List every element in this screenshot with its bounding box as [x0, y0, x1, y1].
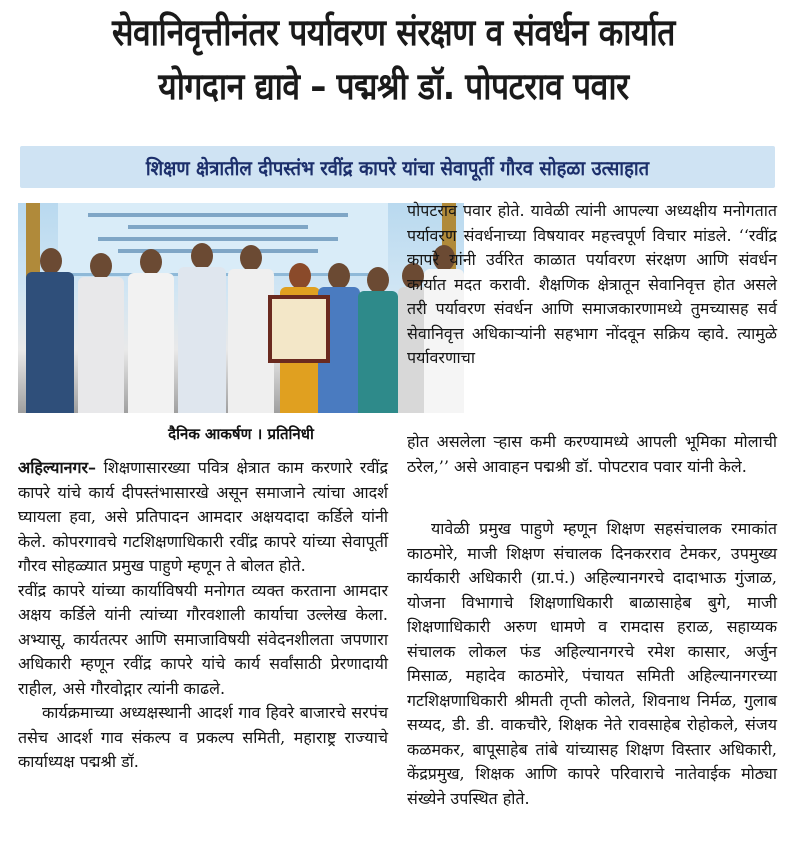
right-column-bottom: यावेळी प्रमुख पाहुणे म्हणून शिक्षण सहसंचालक रमाकांत काठमोरे, माजी शिक्षण संचालक दिनकरराव टेमकर, उपमुख्य कार्यकारी अधिकारी (ग्रा.पं.) अहिल्यानगरचे दादाभाऊ गुंजाळ, योजना विभागाचे शिक्षणाधिकारी बाळासाहेब बुगे, माजी शिक्षणाधिकारी अरुण धामणे व रामदास हराळ, सहाय्यक संचालक लोकल फंड अहिल्यानगरचे रमेश कासार, अर्जुन मिसाळ, महादेव काठमोरे, पंचायत समिती अहिल्यानगरच्या गटशिक्षणाधिकारी श्रीमती तृप्ती कोलते, शिवनाथ निर्मळ, गुलाब सय्यद, डी. डी. वाकचौरे, शिक्षक नेते रावसाहेब रोहोकले, संजय कळमकर, बापूसाहेब तांबे यांच्यासह शिक्षण विस्तार अधिकारी, केंद्रप्रमुख, शिक्षक आणि कापरे परिवाराचे नातेवाईक मोठ्या संख्येने उपस्थित होते. [407, 519, 777, 808]
photo-caption: दैनिक आकर्षण । प्रतिनिधी [168, 425, 314, 443]
left-column [18, 456, 388, 775]
event-photo [18, 203, 464, 413]
dateline: अहिल्यानगर– [18, 458, 97, 477]
felicitation-frame [268, 295, 330, 363]
headline [55, 6, 732, 114]
subheadline: शिक्षण क्षेत्रातील दीपस्तंभ रवींद्र कापरे यांचा सेवापूर्ती गौरव सोहळा उत्साहात [145, 155, 650, 180]
right-column-continued: होत असलेला ऱ्हास कमी करण्यामध्ये आपली भूमिका मोलाची ठरेल,’’ असे आवाहन पद्मश्री डॉ. पोपटराव पवार यांनी केले. [407, 432, 777, 476]
right-column-top: पोपटराव पवार होते. यावेळी त्यांनी आपल्या अध्यक्षीय मनोगतात पर्यावरण संवर्धनाच्या विषयावर महत्त्वपूर्ण विचार मांडले. ‘‘रवींद्र कापरे यांनी उर्वरित काळात पर्यावरण संरक्षण आणि संवर्धन कार्यात मदत करावी. शैक्षणिक क्षेत्रातून सेवानिवृत्त होत असले तरी पर्यावरण संवर्धन आणि समाजकारणामध्ये तुमच्यासह सर्व सेवानिवृत्त अधिकाऱ्यांनी सहभाग नोंदवून सक्रिय व्हावे. त्यामुळे पर्यावरणाचा [407, 201, 777, 367]
left-paragraph-1: शिक्षणासारख्या पवित्र क्षेत्रात काम करणारे रवींद्र कापरे यांचे कार्य दीपस्तंभासारखे असून समाजाने त्यांचा आदर्श घ्यायला हवा, असे प्रतिपादन आमदार अक्षयदादा कर्डिले यांनी केले. कोपरगावचे गटशिक्षणाधिकारी रवींद्र कापरे यांच्या सेवापूर्ती गौरव सोहळ्यात प्रमुख पाहुणे म्हणून ते बोलत होते. [18, 458, 388, 575]
headline-line-1: सेवानिवृत्तीनंतर पर्यावरण संरक्षण व संवर्धन कार्यात [111, 11, 676, 54]
headline-line-2: योगदान द्यावे – पद्मश्री डॉ. पोपटराव पवार [158, 65, 629, 108]
left-paragraph-3: कार्यक्रमाच्या अध्यक्षस्थानी आदर्श गाव हिवरे बाजारचे सरपंच तसेच आदर्श गाव संकल्प व प्रकल्प समिती, महाराष्ट्र राज्याचे कार्याध्यक्ष पद्मश्री डॉ. [18, 703, 388, 771]
left-paragraph-2: रवींद्र कापरे यांच्या कार्याविषयी मनोगत व्यक्त करताना आमदार अक्षय कर्डिले यांनी त्यांच्या गौरवशाली कार्याचा उल्लेख केला. अभ्यासू, कार्यतत्पर आणि समाजाविषयी संवेदनशीलता जपणारा अधिकारी म्हणून रवींद्र कापरे यांचे कार्य सर्वांसाठी प्रेरणादायी राहील, असे गौरवोद्गार त्यांनी काढले. [18, 580, 388, 698]
subheadline-band [20, 146, 775, 188]
